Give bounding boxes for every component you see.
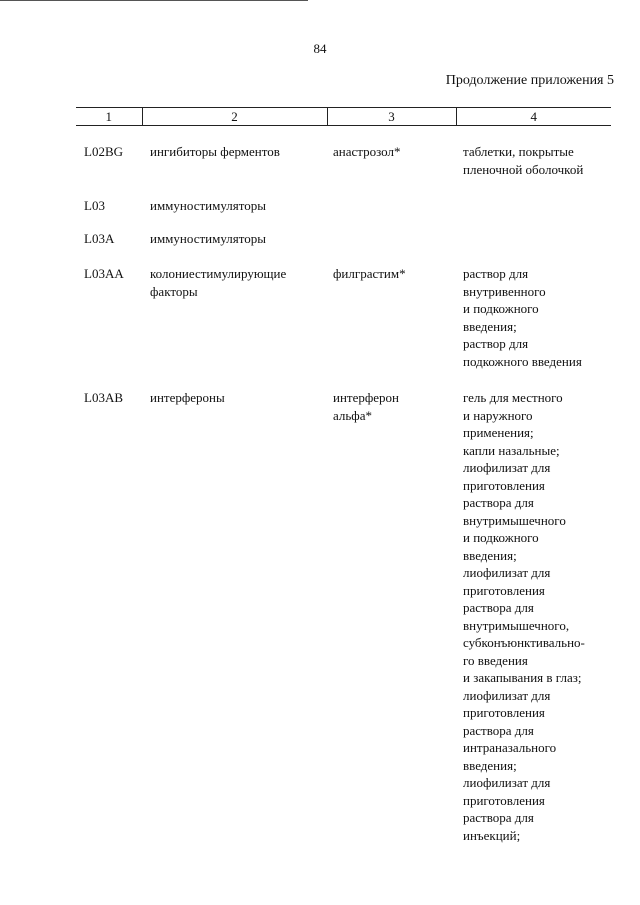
appendix-continuation-note: Продолжение приложения 5	[445, 73, 614, 88]
dosage-form	[456, 179, 611, 215]
column-header-2: 2	[142, 108, 327, 126]
atc-code: L03AA	[84, 266, 124, 281]
column-header-1: 1	[76, 108, 142, 126]
page-number: 84	[313, 41, 327, 56]
top-rule	[0, 0, 308, 1]
table-row	[76, 370, 611, 844]
table-row	[76, 179, 611, 215]
dosage-form: таблетки, покрытые пленочной оболочкой	[463, 144, 584, 177]
atc-code: L03A	[84, 231, 115, 246]
column-header-3: 3	[327, 108, 456, 126]
pharmacological-group: ингибиторы ферментов	[150, 144, 280, 159]
drug-name: анастрозол*	[333, 144, 401, 159]
dosage-form: гель для местного и наружного применения; капли назальные; лиофилизат для приготовления раствора для внутримышечного и подкожного введения; лиофилизат для приготовления раствора для внутримышечного, субконъюнктивально- го введения и закапывания в глаз; лиофилизат для приготовления раствора для интраназального введения; лиофилизат для приготовления раствора для инъекций;	[463, 390, 585, 843]
pharmacological-group: иммуностимуляторы	[150, 231, 266, 246]
atc-code: L03AB	[84, 390, 123, 405]
column-header-4: 4	[456, 108, 611, 126]
atc-code: L03	[84, 197, 105, 213]
drug-name: интерферон альфа*	[333, 390, 400, 423]
drug-name: филграстим*	[333, 266, 406, 281]
atc-code: L02BG	[84, 144, 123, 159]
table-row	[76, 249, 611, 370]
dosage-form: раствор для внутривенного и подкожного введения; раствор для подкожного введения	[463, 266, 582, 369]
drug-name	[327, 214, 456, 249]
pharmacological-group: иммуностимуляторы	[150, 197, 266, 213]
pharmacological-group: колониестимулирующие факторы	[150, 266, 287, 299]
drug-classification-table	[76, 107, 611, 844]
table-row	[76, 214, 611, 249]
table-row	[76, 126, 611, 179]
drug-name	[327, 179, 456, 215]
pharmacological-group: интерфероны	[150, 390, 225, 405]
dosage-form	[456, 214, 611, 249]
table-header-row	[76, 108, 611, 126]
